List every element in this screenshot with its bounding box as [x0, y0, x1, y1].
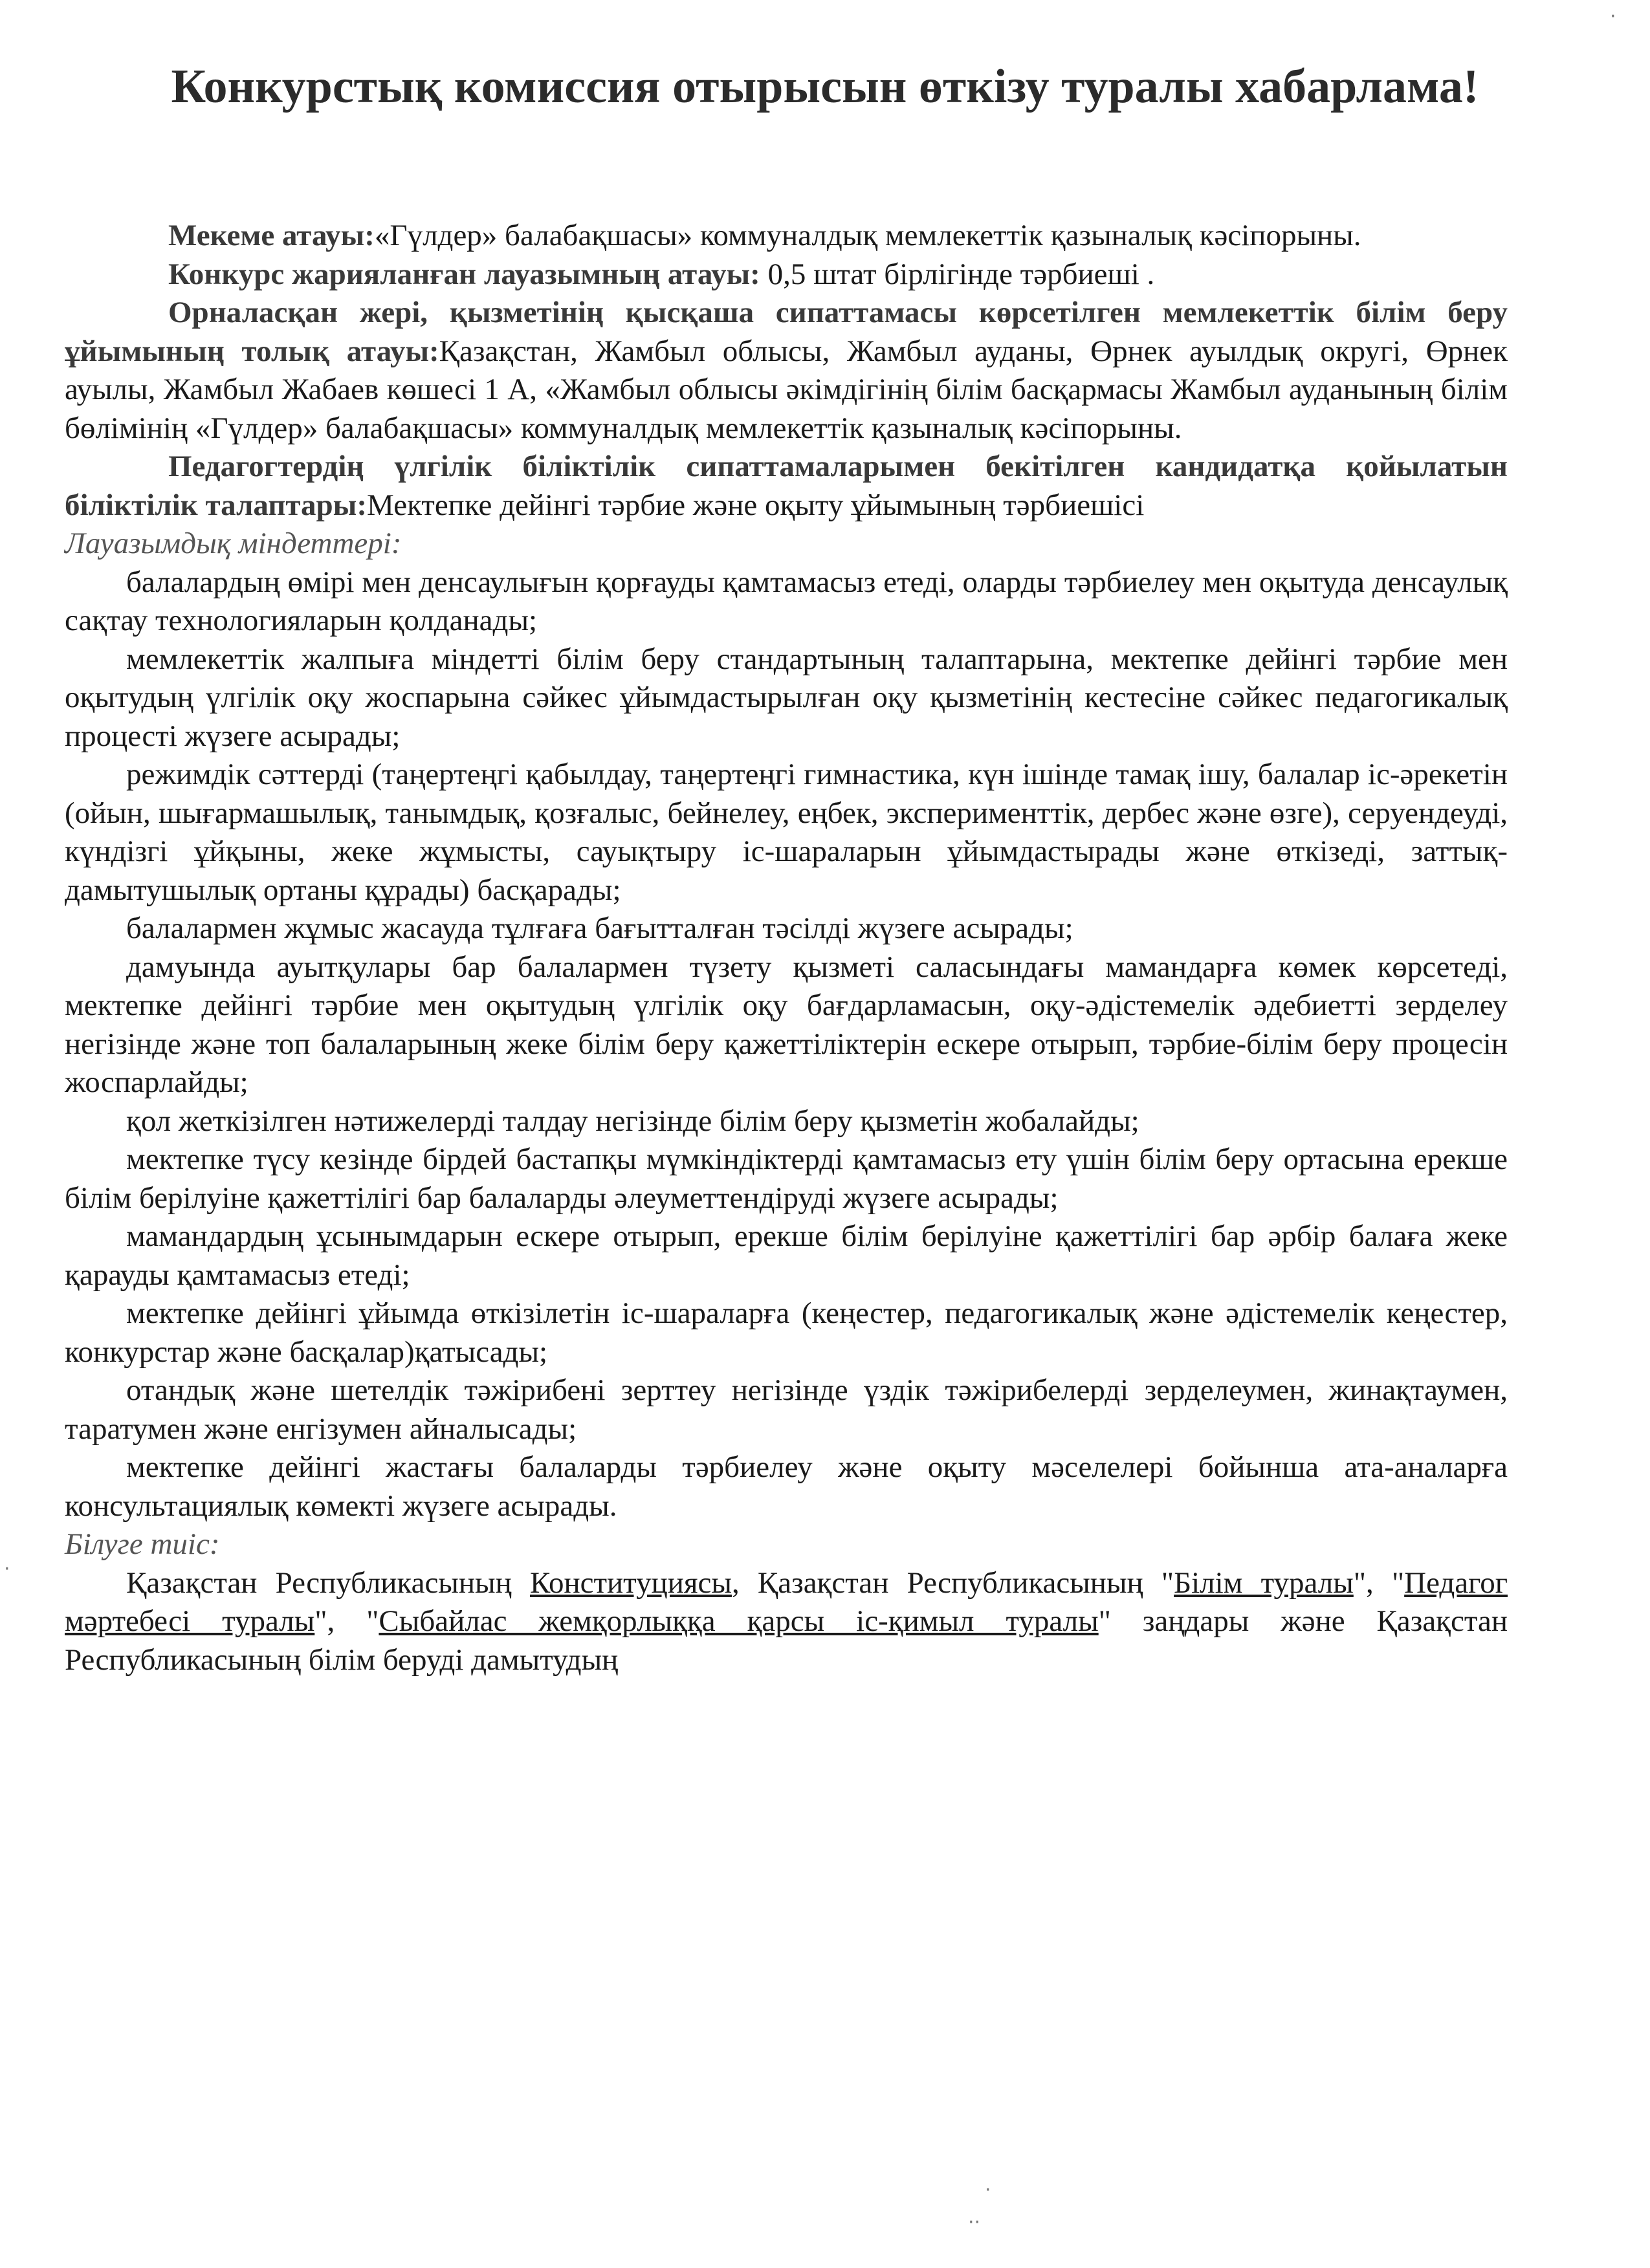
must-know-text: " заңдары және Қазақстан Республикасының білім беруді дамытудың	[65, 1604, 1508, 1677]
position-paragraph	[65, 256, 1508, 294]
duty-item: балалардың өмірі мен денсаулығын қорғауды қамтамасыз етеді, оларды тәрбиелеу мен оқытуда денсаулық сақтау технологияларын қолданады;	[65, 565, 1508, 637]
duty-item: мемлекеттік жалпыға міндетті білім беру стандартының талаптарына, мектепке дейінгі тәрбие мен оқытудың үлгілік оқу жоспарына сәйкес ұйымдастырылған оқу қызметінің кестесіне сәйкес педагогикалық процесті жүзеге асырады;	[65, 642, 1508, 753]
document-title: Конкурстық комиссия отырысын өткізу туралы хабарлама!	[171, 60, 1479, 113]
duty-item: мектепке түсу кезінде бірдей бастапқы мүмкіндіктерді қамтамасыз ету үшін білім беру ортасына ерекше білім берілуіне қажеттілігі бар балаларды әлеуметтендіруді жүзеге асырады;	[65, 1142, 1508, 1215]
duty-item: режимдік сәттерді (таңертеңгі қабылдау, таңертеңгі гимнастика, күн ішінде тамақ ішу, балалар іс-әрекетін (ойын, шығармашылық, танымдық, қозғалыс, бейнелеу, еңбек, эксперименттік, дербес және өзге), серуендеуді, күндізгі ұйқыны, жеке жұмысты, сауықтыру іс-шараларын ұйымдастырады және өткізеді, заттық-дамытушылық ортаны құрады) басқарады;	[65, 758, 1508, 907]
must-know-text: ", "	[314, 1604, 379, 1638]
requirements-paragraph	[65, 448, 1508, 525]
education-law-link[interactable]: Білім туралы	[1174, 1565, 1354, 1600]
location-label: Орналасқан жері, қызметінің қысқаша сипаттамасы көрсетілген мемлекеттік білім беру ұйымының толық атауы:	[65, 296, 1508, 368]
constitution-link[interactable]: Конституциясы	[529, 1565, 732, 1600]
document-body	[65, 217, 1508, 1679]
location-paragraph	[65, 294, 1508, 448]
duty-item: мамандардың ұсынымдарын ескере отырып, ерекше білім берілуіне қажеттілігі бар әрбір балаға жеке қарауды қамтамасыз етеді;	[65, 1219, 1508, 1292]
must-know-text: Қазақстан Республикасының	[126, 1565, 530, 1600]
must-know-heading: Білуге тиіс:	[65, 1527, 220, 1561]
anticorruption-law-link[interactable]: Сыбайлас жемқорлыққа қарсы іс-қимыл туралы	[379, 1604, 1099, 1638]
org-value: «Гүлдер» балабақшасы» коммуналдық мемлекеттік қазыналық кәсіпорыны.	[374, 219, 1361, 252]
must-know-paragraph	[65, 1564, 1508, 1680]
duty-item: дамуында ауытқулары бар балалармен түзету қызметі саласындағы мамандарға көмек көрсетеді, мектепке дейінгі тәрбие мен оқытудың үлгілік оқу бағдарламасын, оқу-әдістемелік әдебиетті зерделеу негізінде және топ балаларының жеке білім беру қажеттіліктерін ескере отырып, тәрбие-білім беру процесін жоспарлайды;	[65, 950, 1508, 1099]
duty-item: отандық және шетелдік тәжірибені зерттеу негізінде үздік тәжірибелерді зерделеумен, жинақтаумен, таратумен және енгізумен айналысады;	[65, 1373, 1508, 1446]
org-paragraph	[65, 217, 1508, 256]
location-value: Қазақстан, Жамбыл облысы, Жамбыл ауданы, Өрнек ауылдық округі, Өрнек ауылы, Жамбыл Жабаев көшесі 1 А, «Жамбыл облысы әкімдігінің білім басқармасы Жамбыл ауданының білім бөлімінің «Гүлдер» балабақшасы» коммуналдық мемлекеттік қазыналық кәсіпорыны.	[65, 334, 1508, 445]
duty-item: балалармен жұмыс жасауда тұлғаға бағытталған тәсілді жүзеге асырады;	[126, 911, 1073, 945]
scan-speck: ·	[985, 2179, 991, 2201]
duty-item: мектепке дейінгі ұйымда өткізілетін іс-шараларға (кеңестер, педагогикалық және әдістемелік кеңестер, конкурстар және басқалар)қатысады;	[65, 1296, 1508, 1369]
duty-item: қол жеткізілген нәтижелерді талдау негізінде білім беру қызметін жобалайды;	[126, 1104, 1139, 1138]
position-label: Конкурс жарияланған лауазымның атауы:	[168, 257, 760, 291]
teacher-status-law-link[interactable]: Педагог мәртебесі туралы	[65, 1565, 1508, 1638]
scan-speck: ··	[968, 2211, 981, 2234]
requirements-value: Мектепке дейінгі тәрбие және оқыту ұйымының тәрбиешісі	[367, 488, 1145, 522]
org-label: Мекеме атауы:	[168, 219, 375, 252]
must-know-text: ", "	[1353, 1565, 1405, 1600]
scan-speck: ·	[1610, 5, 1616, 28]
duty-item: мектепке дейінгі жастағы балаларды тәрбиелеу және оқыту мәселелері бойынша ата-аналарға консультациялық көмекті жүзеге асырады.	[65, 1450, 1508, 1523]
duties-heading: Лауазымдық міндеттері:	[65, 527, 402, 560]
position-value: 0,5 штат бірлігінде тәрбиеші .	[760, 257, 1155, 291]
scan-speck: ·	[4, 1558, 10, 1580]
requirements-label: Педагогтердің үлгілік біліктілік сипаттамаларымен бекітілген кандидатқа қойылатын біліктілік талаптары:	[65, 450, 1508, 522]
must-know-text: , Қазақстан Республикасының "	[731, 1565, 1174, 1600]
